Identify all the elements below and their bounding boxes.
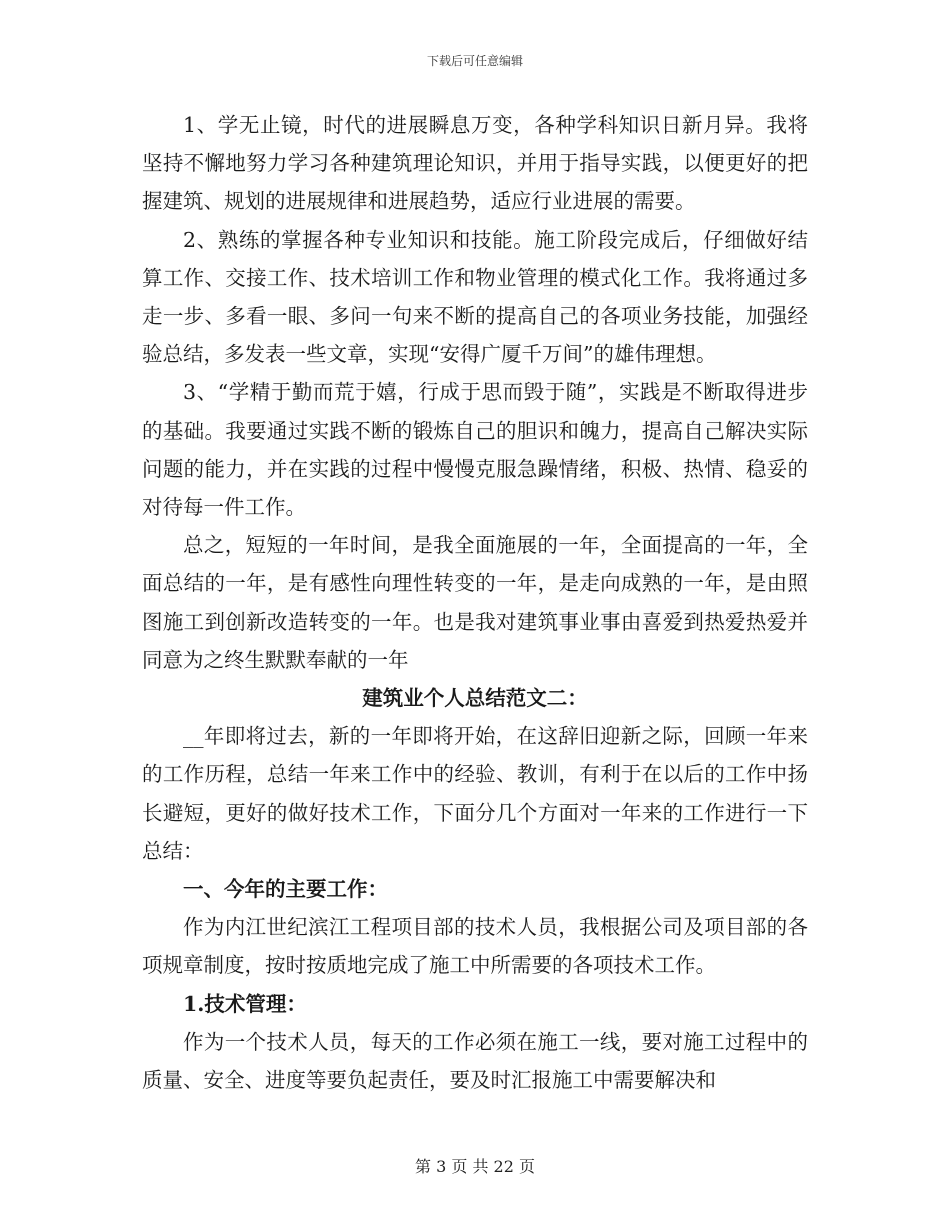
paragraph-2: 2、熟练的掌握各种专业知识和技能。施工阶段完成后，仔细做好结算工作、交接工作、技术培训工作和物业管理的模式化工作。我将通过多走一步、多看一眼、多问一句来不断的提高自己的各项业务技能，加强经验总结，多发表一些文章，实现“安得广厦千万间”的雄伟理想。 (142, 227, 808, 367)
subheading-main-work: 一、今年的主要工作： (183, 877, 388, 902)
subheading-tech-management: 1.技术管理： (183, 991, 307, 1016)
paragraph-3: 3、“学精于勤而荒于嬉，行成于思而毁于随”，实践是不断取得进步的基础。我要通过实践不断的锻炼自己的胆识和魄力，提高自己解决实际问题的能力，并在实践的过程中慢慢克服急躁情绪，积极、热情、稳妥的对待每一件工作。 (142, 380, 808, 520)
section-title: 建筑业个人总结范文二： (362, 686, 588, 711)
paragraph-1: 1、学无止镜，时代的进展瞬息万变，各种学科知识日新月异。我将坚持不懈地努力学习各种建筑理论知识，并用于指导实践，以便更好的把握建筑、规划的进展规律和进展趋势，适应行业进展的需要。 (142, 113, 808, 214)
page-footer: 第 3 页 共 22 页 (415, 1157, 535, 1176)
paragraph-summary: 总之，短短的一年时间，是我全面施展的一年，全面提高的一年，全面总结的一年，是有感性向理性转变的一年，是走向成熟的一年，是由照图施工到创新改造转变的一年。也是我对建筑事业事由喜爱到热爱热爱并同意为之终生默默奉献的一年 (142, 533, 808, 672)
paragraph-tech: 作为一个技术人员，每天的工作必须在施工一线，要对施工过程中的质量、安全、进度等要负起责任，要及时汇报施工中需要解决和 (142, 1029, 808, 1093)
document-body (142, 106, 808, 1099)
paragraph-role: 作为内江世纪滨江工程项目部的技术人员，我根据公司及项目部的各项规章制度，按时按质地完成了施工中所需要的各项技术工作。 (142, 915, 808, 978)
header-note: 下载后可任意编辑 (426, 54, 523, 68)
paragraph-intro: __年即将过去，新的一年即将开始，在这辞旧迎新之际，回顾一年来的工作历程，总结一年来工作中的经验、教训，有利于在以后的工作中扬长避短，更好的做好技术工作，下面分几个方面对一年来的工作进行一下总结： (142, 724, 808, 863)
